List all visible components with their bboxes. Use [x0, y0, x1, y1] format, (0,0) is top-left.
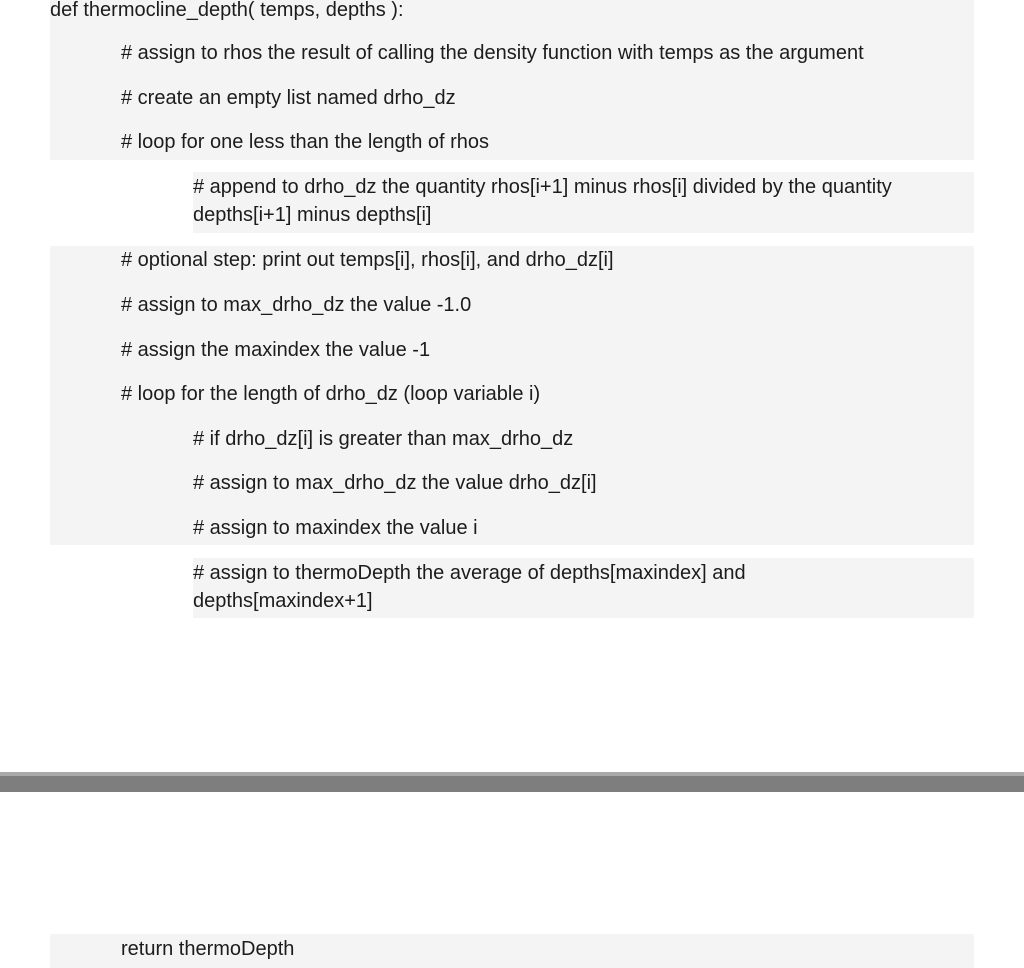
return-statement: return thermoDepth: [121, 938, 295, 960]
code-comment-line: # if drho_dz[i] is greater than max_drho_dz: [193, 428, 574, 450]
code-comment-line: # assign to rhos the result of calling the density function with temps as the argument: [121, 42, 864, 64]
code-comment-line: # loop for one less than the length of rhos: [121, 131, 490, 153]
code-comment-line: # assign to maxindex the value i: [193, 517, 478, 539]
code-comment-line: # append to drho_dz the quantity rhos[i+1] minus rhos[i] divided by the quantity depths[i+1] minus depths[i]: [193, 176, 892, 226]
code-comment-line: # assign to max_drho_dz the value drho_dz[i]: [193, 472, 597, 494]
code-comment-line: # assign to max_drho_dz the value -1.0: [121, 294, 472, 316]
code-comment-line: # loop for the length of drho_dz (loop variable i): [121, 383, 541, 405]
code-comment-line: # optional step: print out temps[i], rhos[i], and drho_dz[i]: [121, 249, 614, 271]
function-signature: def thermocline_depth( temps, depths ):: [50, 0, 404, 21]
section-divider: [0, 772, 1024, 792]
code-comment-line: # create an empty list named drho_dz: [121, 87, 456, 109]
code-comment-line: # assign the maxindex the value -1: [121, 339, 431, 361]
code-comment-line: # assign to thermoDepth the average of depths[maxindex] and depths[maxindex+1]: [193, 562, 746, 612]
